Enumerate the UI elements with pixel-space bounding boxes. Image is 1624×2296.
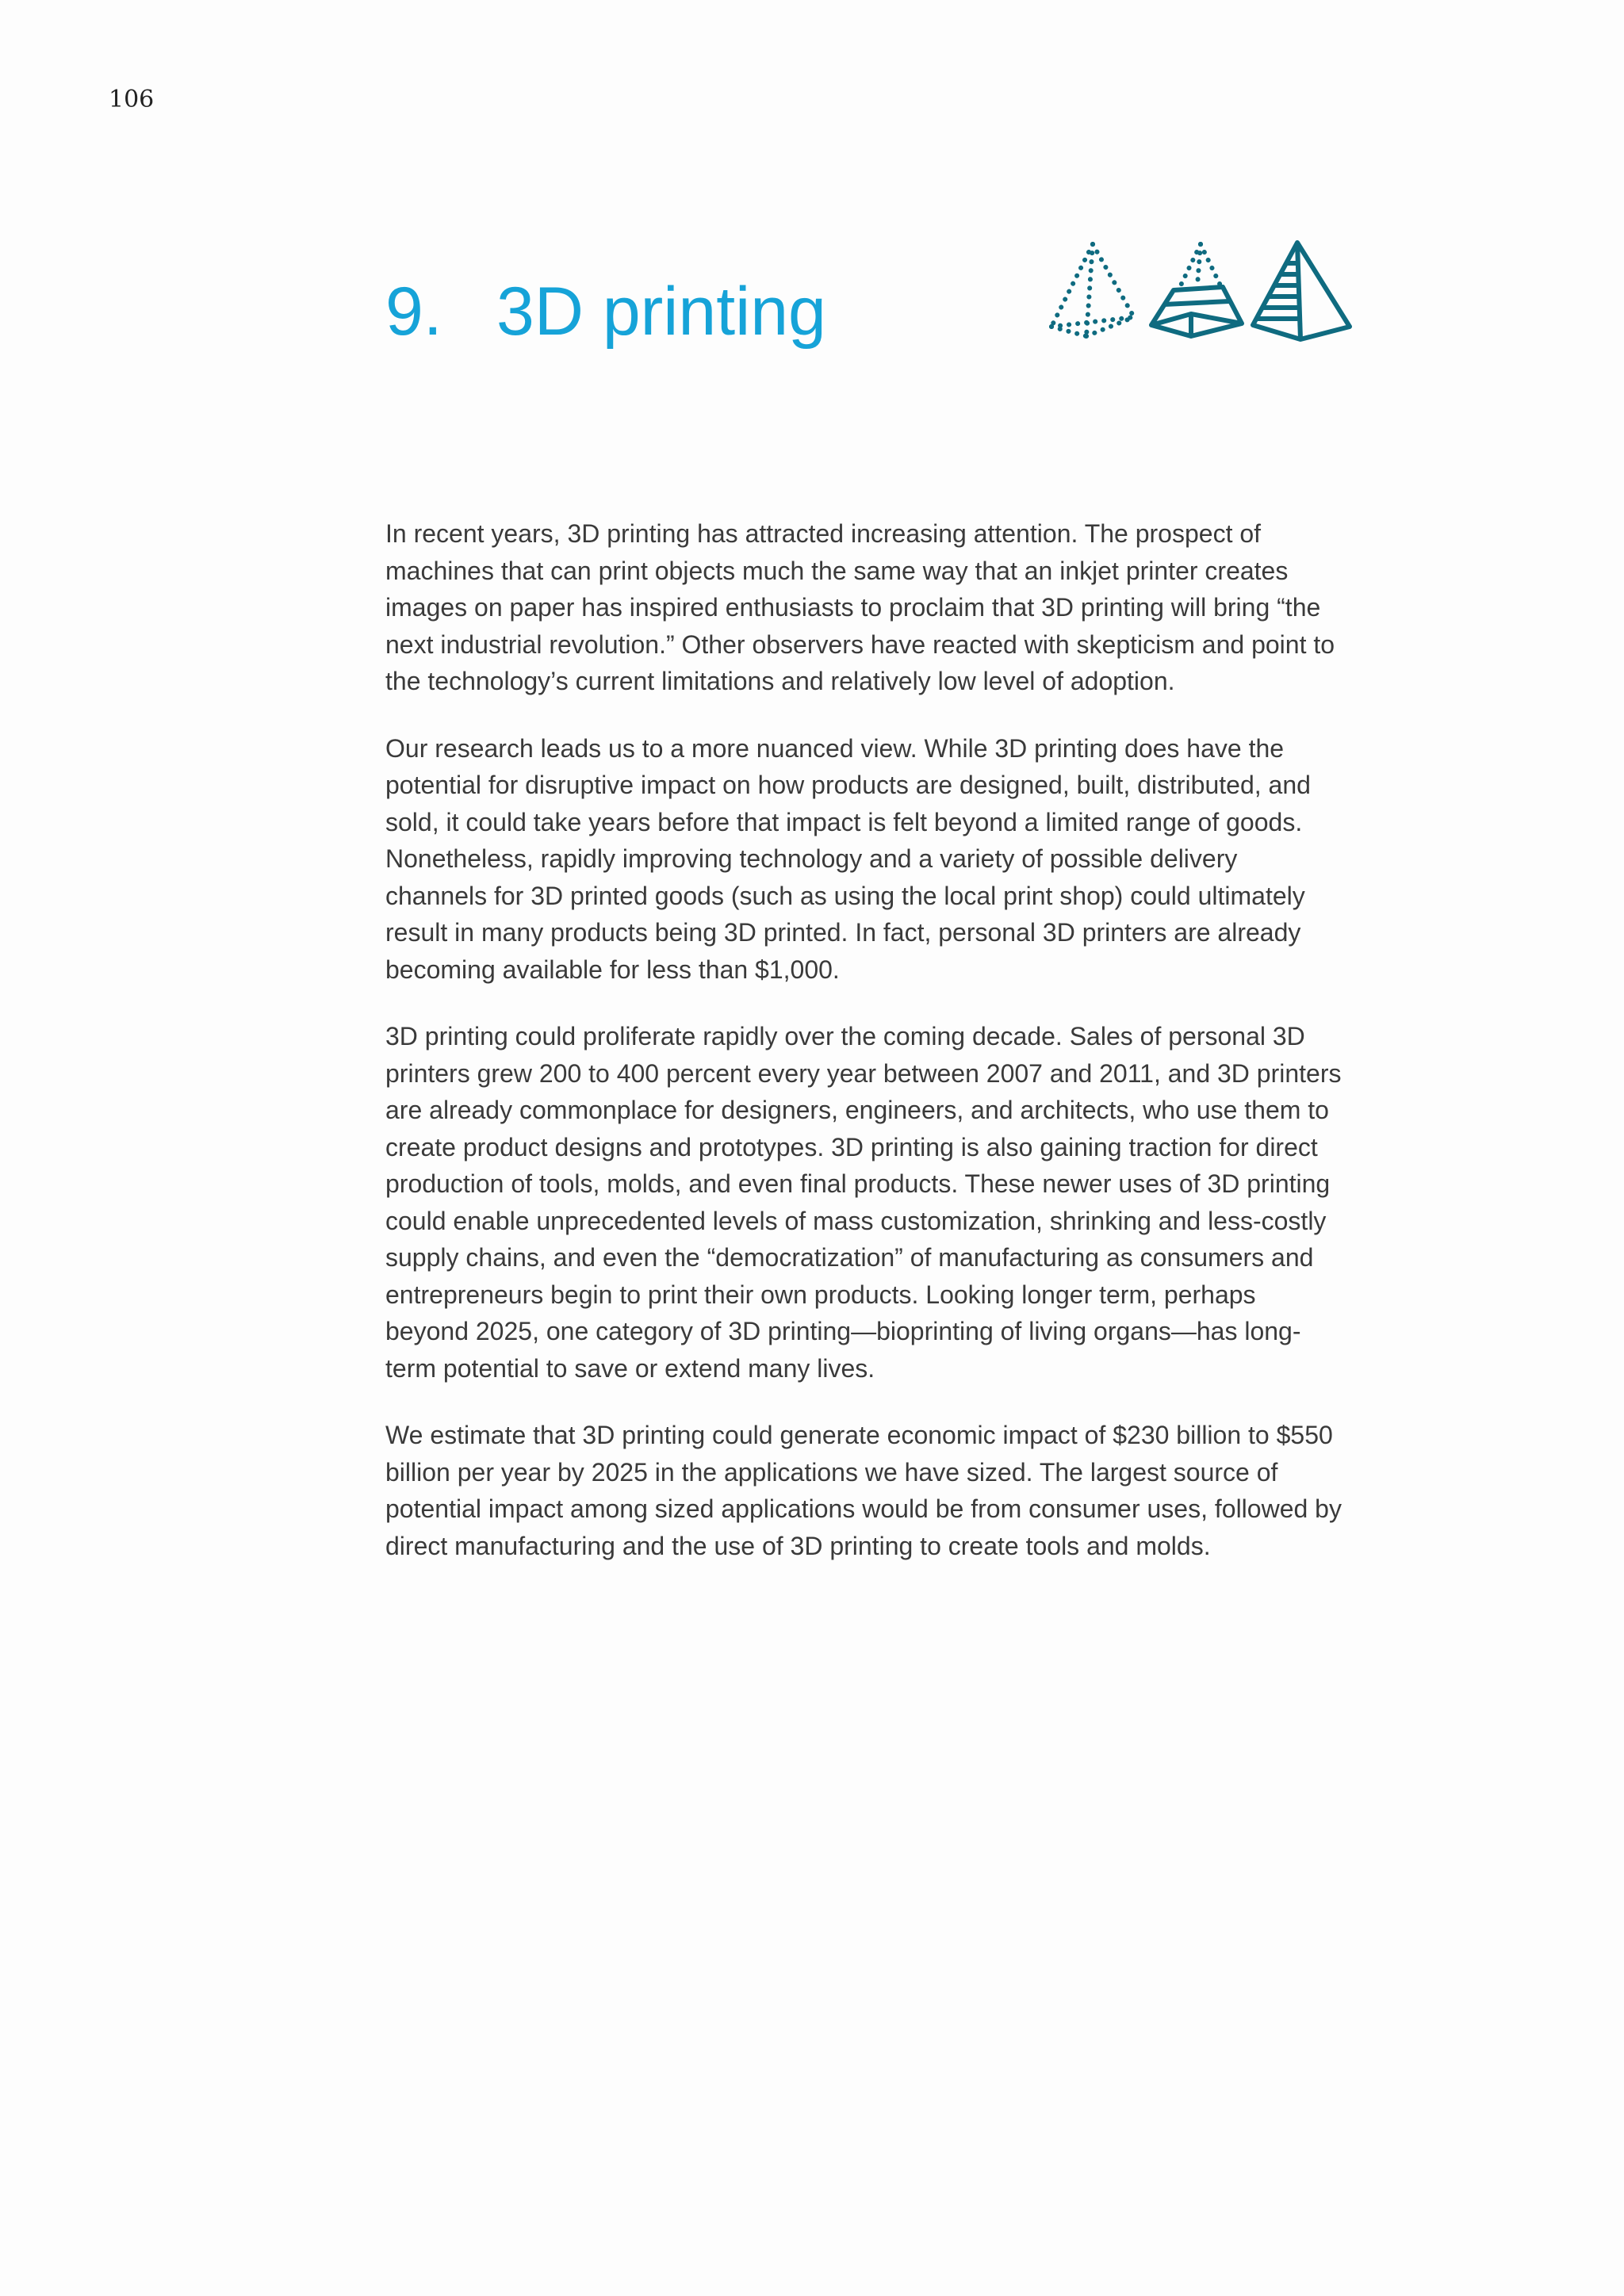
chapter-number: 9. (385, 273, 442, 350)
paragraph: 3D printing could proliferate rapidly over the coming decade. Sales of personal 3D printers grew 200 to 400 percent every year between 2007 and 2011, and 3D printers are already commonplace for designers, engineers, and architects, who use them to create product designs and prototypes. 3D printing is also gaining traction for direct production of tools, molds, and even final products. These newer uses of 3D printing could enable unprecedented levels of mass customization, shrinking and less-costly supply chains, and even the “democratization” of manufacturing as consumers and entrepreneurs begin to print their own products. Looking longer term, perhaps beyond 2025, one category of 3D printing—bioprinting of living organs—has long-term potential to save or extend many lives. (385, 1022, 1342, 1383)
dotted-pyramid-icon (1051, 244, 1134, 336)
page-number: 106 (109, 86, 155, 113)
layered-pyramid-icon (1253, 243, 1350, 339)
pyramid-icon-group (1045, 238, 1354, 345)
chapter-title (385, 272, 826, 351)
paragraph: In recent years, 3D printing has attracted increasing attention. The prospect of machines that can print objects much the same way that an inkjet printer creates images on paper has inspired enthusiasts to proclaim that 3D printing will bring “the next industrial revolution.” Other observers have reacted with skepticism and point to the technology’s current limitations and relatively low level of adoption. (385, 519, 1335, 695)
paragraph: We estimate that 3D printing could generate economic impact of $230 billion to $550 billion per year by 2025 in the applications we have sized. The largest source of potential impact among sized applications would be from consumer uses, followed by direct manufacturing and the use of 3D printing to create tools and molds. (385, 1421, 1342, 1560)
partially-printed-pyramid-icon (1151, 244, 1242, 336)
body-text (385, 515, 1345, 1594)
paragraph: Our research leads us to a more nuanced view. While 3D printing does have the potential for disruptive impact on how products are designed, built, distributed, and sold, it could take years before that impact is felt beyond a limited range of goods. Nonetheless, rapidly improving technology and a variety of possible delivery channels for 3D printed goods (such as using the local print shop) could ultimately result in many products being 3D printed. In fact, personal 3D printers are already becoming available for less than $1,000. (385, 733, 1311, 984)
chapter-title-text: 3D printing (496, 273, 826, 350)
